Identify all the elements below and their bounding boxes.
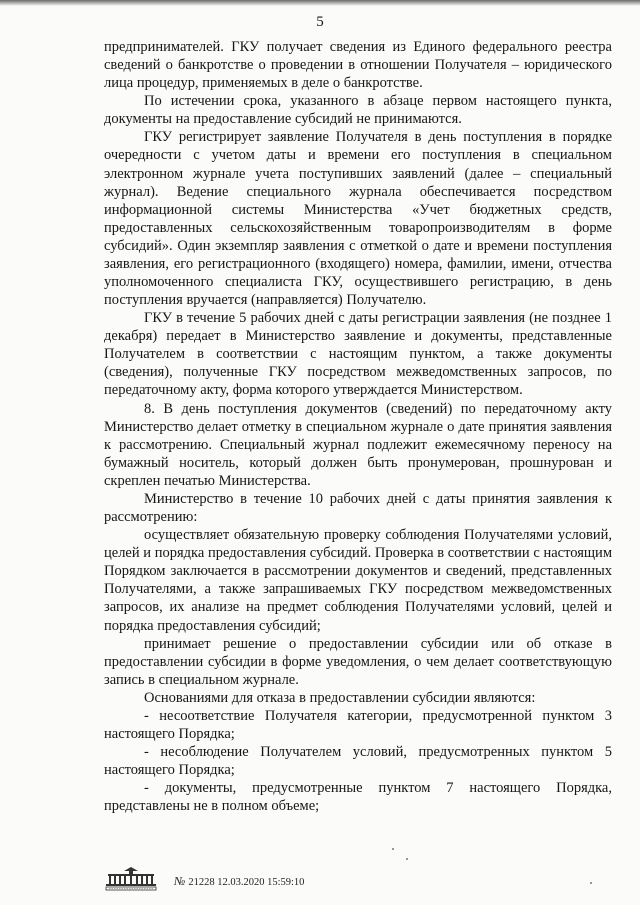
registration-stamp — [174, 874, 304, 889]
building-emblem-icon — [104, 866, 158, 892]
paragraph-5: 8. В день поступления документов (сведений) по передаточному акту Министерство делает отметку в специальном журнале о дате принятия заявления к рассмотрению. Специальный журнал подлежит ежемесячному переносу на бумажный носитель, который должен быть пронумерован, прошнурован и скреплен печатью Министерства. — [104, 400, 612, 489]
paragraph-8: принимает решение о предоставлении субсидии или об отказе в предоставлении субсидии в форме уведомления, о чем делает соответствующую запись в специальном журнале. — [104, 635, 612, 688]
paragraph-9: Основаниями для отказа в предоставлении субсидии являются: — [144, 689, 536, 706]
scan-edge — [0, 0, 640, 6]
number-sign: № — [174, 874, 186, 888]
footer — [104, 866, 404, 896]
registration-text: 21228 12.03.2020 15:59:10 — [188, 877, 305, 888]
paragraph-11: - несоблюдение Получателем условий, предусмотренных пунктом 5 настоящего Порядка; — [104, 744, 612, 779]
document-body — [104, 38, 612, 815]
paragraph-4: ГКУ в течение 5 рабочих дней с даты регистрации заявления (не позднее 1 декабря) передает в Министерство заявление и документы, представленные Получателем в соответствии с настоящим пунктом, а также документы (сведения), полученные ГКУ посредством межведомственных запросов, по передаточному акту, форма которого утверждается Министерством. — [104, 310, 612, 399]
scan-speck — [406, 858, 408, 860]
paragraph-6: Министерство в течение 10 рабочих дней с даты принятия заявления к рассмотрению: — [104, 490, 612, 526]
paragraph-2: По истечении срока, указанного в абзаце первом настоящего пункта, документы на предоставление субсидий не принимаются. — [104, 93, 612, 128]
scan-speck — [590, 882, 592, 884]
page-number: 5 — [316, 14, 324, 30]
paragraph-12: - документы, предусмотренные пунктом 7 настоящего Порядка, представлены не в полном объеме; — [104, 780, 612, 815]
paragraph-3: ГКУ регистрирует заявление Получателя в день поступления в порядке очередности с учетом даты и времени его поступления в специальном электронном журнале учета поступивших заявлений (далее – специальный журнал). Ведение специального журнала обеспечивается посредством информационной системы Министерства «Учет бюджетных средств, предоставленных сельскохозяйственным товаропроизводителям в форме субсидий». Один экземпляр заявления с отметкой о дате и времени поступления заявления, его регистрационного (входящего) номера, фамилии, имени, отчества уполномоченного специалиста ГКУ, осуществившего регистрацию, в день поступления вручается (направляется) Получателю. — [104, 129, 612, 309]
paragraph-10: - несоответствие Получателя категории, предусмотренной пунктом 3 настоящего Порядка; — [104, 707, 612, 742]
paragraph-7: осуществляет обязательную проверку соблюдения Получателями условий, целей и порядка предоставления субсидий. Проверка в соответствии с настоящим Порядком заключается в рассмотрении документов и сведений, представленных Получателями, а также запрашиваемых ГКУ посредством межведомственных запросов, их анализе на предмет соблюдения Получателями условий, целей и порядка предоставления субсидий; — [104, 527, 612, 634]
scan-speck — [392, 848, 394, 850]
paragraph-1: предпринимателей. ГКУ получает сведения из Единого федерального реестра сведений о банкротстве о проведении в отношении Получателя – юридического лица процедур, применяемых в деле о банкротстве. — [104, 39, 612, 92]
